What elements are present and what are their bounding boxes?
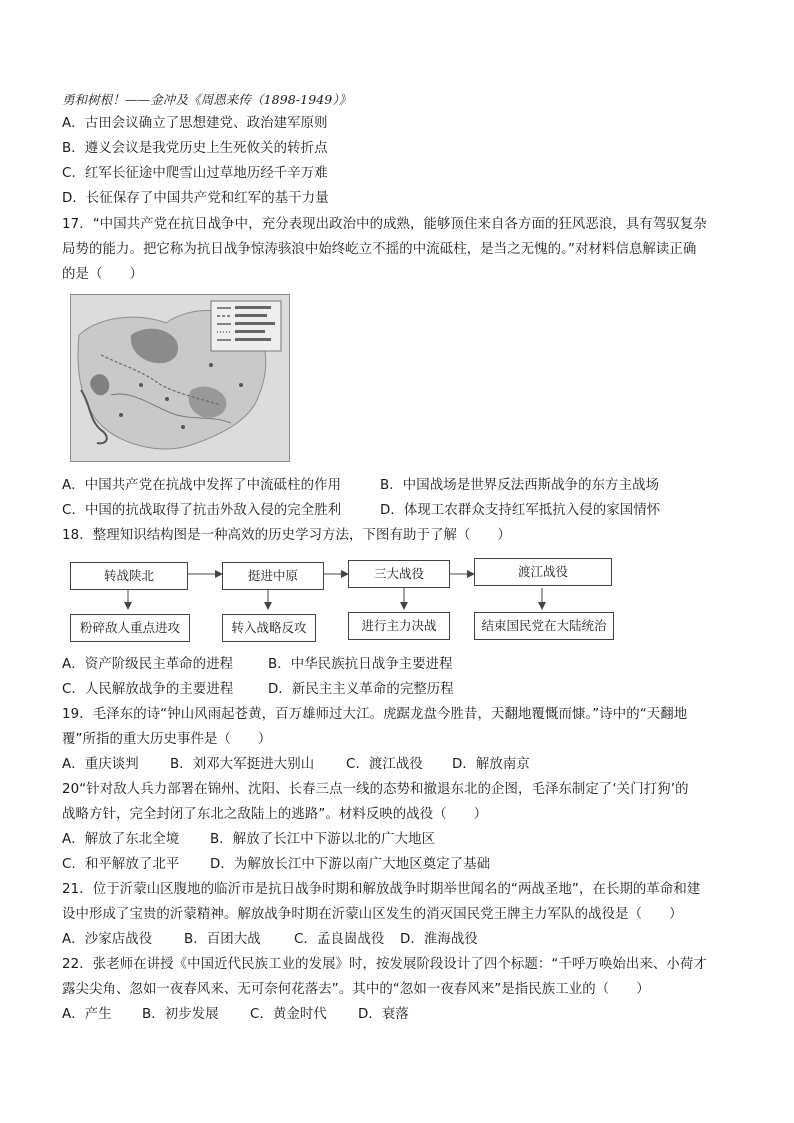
q16-option-d: D．长征保存了中国共产党和红军的基干力量 xyxy=(62,191,329,206)
q17-option-c: C．中国的抗战取得了抗击外敌入侵的完全胜利 xyxy=(62,503,342,518)
q20-stem-line2: 战略方针，完全封闭了东北之敌陆上的逃路”。材料反映的战役（ ） xyxy=(62,807,488,822)
q18-options-row1 xyxy=(62,655,453,675)
q19-option-c: C．渡江战役 xyxy=(346,757,423,772)
q17-stem-line1: 17．“中国共产党在抗日战争中，充分表现出政治中的成熟，能够顶住来自各方面的狂风恶浪，具有驾驭复杂 xyxy=(62,217,707,232)
q20-option-b: B．解放了长江中下游以北的广大地区 xyxy=(210,832,436,847)
flow-node-top-4: 渡江战役 xyxy=(474,558,612,586)
q22-stem-line1: 22．张老师在讲授《中国近代民族工业的发展》时，按发展阶段设计了四个标题：“千呼万唤始出来、小荷才 xyxy=(62,957,707,972)
q21-option-d: D．淮海战役 xyxy=(400,932,478,947)
q18-option-d: D．新民主主义革命的完整历程 xyxy=(268,682,454,697)
q22-option-c: C．黄金时代 xyxy=(250,1007,327,1022)
q22-option-d: D．衰落 xyxy=(358,1007,409,1022)
q20-option-d: D．为解放长江中下游以南广大地区奠定了基础 xyxy=(210,857,491,872)
quote-source: 勇和树根！——金冲及《周恩来传（1898-1949）》 xyxy=(62,92,352,107)
q20-options-row1 xyxy=(62,830,435,850)
q17-stem-line2: 局势的能力。把它称为抗日战争惊涛骇浪中始终屹立不摇的中流砥柱，是当之无愧的。”对材料信息解读正确 xyxy=(62,242,697,257)
q17-stem-line3: 的是（ ） xyxy=(62,267,143,282)
q19-stem-line1: 19．毛泽东的诗“钟山风雨起苍黄，百万雄师过大江。虎踞龙盘今胜昔，天翻地覆慨而慷。”诗中的“天翻地 xyxy=(62,707,688,722)
flow-node-top-3: 三大战役 xyxy=(348,560,450,588)
q18-options-row2 xyxy=(62,680,454,700)
q20-option-a: A．解放了东北全境 xyxy=(62,832,180,847)
q20-stem-line1: 20“针对敌人兵力部署在锦州、沈阳、长春三点一线的态势和撤退东北的企图，毛泽东制定了‘关门打狗’的 xyxy=(62,782,689,797)
q19-option-a: A．重庆谈判 xyxy=(62,757,139,772)
q19-option-b: B．刘邓大军挺进大别山 xyxy=(170,757,315,772)
q22-option-b: B．初步发展 xyxy=(142,1007,219,1022)
q20-options-row2 xyxy=(62,855,490,875)
q17-option-a: A．中国共产党在抗战中发挥了中流砥柱的作用 xyxy=(62,478,342,493)
knowledge-flowchart xyxy=(62,554,622,648)
q17-options-row2 xyxy=(62,501,660,521)
q21-option-c: C．孟良崮战役 xyxy=(294,932,385,947)
flow-node-top-2: 挺进中原 xyxy=(222,562,324,590)
q22-option-a: A．产生 xyxy=(62,1007,112,1022)
q17-option-d: D．体现工农群众支持红军抵抗入侵的家国情怀 xyxy=(380,503,661,518)
flow-node-top-1: 转战陕北 xyxy=(70,562,188,590)
flow-node-bottom-3: 进行主力决战 xyxy=(348,612,450,640)
q18-stem: 18．整理知识结构图是一种高效的历史学习方法，下图有助于了解（ ） xyxy=(62,528,511,543)
q17-option-b: B．中国战场是世界反法西斯战争的东方主战场 xyxy=(380,478,660,493)
historical-map-image xyxy=(70,294,290,462)
q22-stem-line2: 露尖尖角、忽如一夜春风来、无可奈何花落去”。其中的“忽如一夜春风来”是指民族工业的（ ） xyxy=(62,982,650,997)
q19-options xyxy=(62,755,530,775)
q21-option-a: A．沙家店战役 xyxy=(62,932,153,947)
flow-node-bottom-4: 结束国民党在大陆统治 xyxy=(474,612,614,640)
q18-option-b: B．中华民族抗日战争主要进程 xyxy=(268,657,453,672)
q17-options-row1 xyxy=(62,476,659,496)
q18-option-c: C．人民解放战争的主要进程 xyxy=(62,682,234,697)
q21-option-b: B．百团大战 xyxy=(184,932,261,947)
q20-option-c: C．和平解放了北平 xyxy=(62,857,180,872)
map-illustration xyxy=(71,295,289,461)
q21-stem-line1: 21．位于沂蒙山区腹地的临沂市是抗日战争时期和解放战争时期举世闻名的“两战圣地”，在长期的革命和建 xyxy=(62,882,701,897)
flow-node-bottom-1: 粉碎敌人重点进攻 xyxy=(70,614,190,642)
q16-option-a: A．古田会议确立了思想建党、政治建军原则 xyxy=(62,116,328,131)
q21-options xyxy=(62,930,478,950)
q19-option-d: D．解放南京 xyxy=(452,757,530,772)
q18-option-a: A．资产阶级民主革命的进程 xyxy=(62,657,234,672)
q22-options xyxy=(62,1005,409,1025)
q16-option-b: B．遵义会议是我党历史上生死攸关的转折点 xyxy=(62,141,328,156)
q16-option-c: C．红军长征途中爬雪山过草地历经千辛万难 xyxy=(62,166,328,181)
q21-stem-line2: 设中形成了宝贵的沂蒙精神。解放战争时期在沂蒙山区发生的消灭国民党王牌主力军队的战役是（ ） xyxy=(62,907,683,922)
flow-node-bottom-2: 转入战略反攻 xyxy=(222,614,316,642)
q19-stem-line2: 覆”所指的重大历史事件是（ ） xyxy=(62,732,272,747)
